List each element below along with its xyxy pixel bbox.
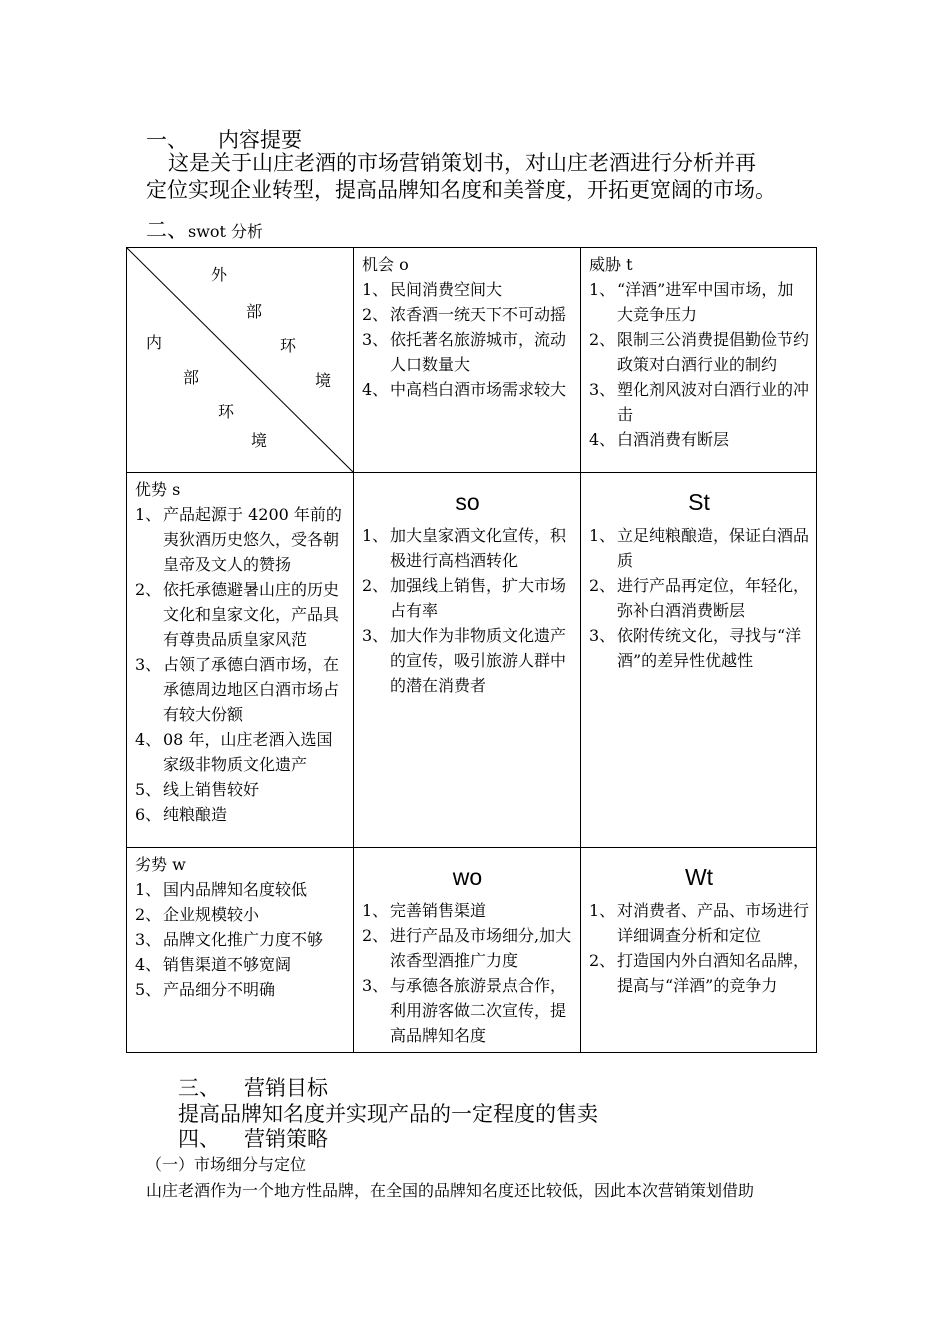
list-item-number: 3、 (135, 655, 162, 674)
threat-cell (581, 248, 817, 473)
list-item (362, 377, 573, 402)
list-item-number: 1、 (135, 505, 162, 524)
outer-label-char: 境 (315, 371, 332, 390)
list-item (135, 952, 346, 977)
list-item-number: 2、 (135, 580, 162, 599)
wt-cell (581, 848, 817, 1053)
list-item-text: “洋酒”进军中国市场，加大竞争压力 (617, 280, 794, 324)
list-item (135, 777, 346, 802)
list-item (589, 948, 809, 998)
list-item (135, 652, 346, 727)
list-item-number: 2、 (362, 305, 389, 324)
list-item-number: 3、 (589, 626, 616, 645)
list-item-text: 依托承德避暑山庄的历史文化和皇家文化，产品具有尊贵品质皇家风范 (163, 580, 340, 649)
list-item-text: 加大皇家酒文化宣传，积极进行高档酒转化 (390, 526, 567, 570)
list-item (135, 727, 346, 777)
list-item-number: 5、 (135, 780, 162, 799)
list-item-number: 3、 (362, 976, 389, 995)
list-item-text: 白酒消费有断层 (617, 430, 730, 449)
list-item-number: 4、 (135, 730, 162, 749)
list-item (135, 927, 346, 952)
list-item-text: 依附传统文化，寻找与“洋酒”的差异性优越性 (617, 626, 802, 670)
list-item-text: 品牌文化推广力度不够 (163, 930, 324, 949)
inner-label-char: 环 (218, 402, 235, 421)
list-item-text: 08 年，山庄老酒入选国家级非物质文化遗产 (163, 730, 333, 774)
list-item-text: 浓香酒一统天下不可动摇 (390, 305, 567, 324)
weakness-header: 劣势 w (135, 855, 186, 874)
list-item-number: 3、 (362, 626, 389, 645)
strength-header: 优势 s (135, 480, 181, 499)
wt-list (589, 898, 809, 998)
so-header: so (455, 489, 480, 515)
list-item (362, 277, 573, 302)
goal-text: 提高品牌知名度并实现产品的一定程度的售卖 (178, 1102, 598, 1126)
section-title: swot 分析 (188, 222, 264, 241)
wo-cell (354, 848, 581, 1053)
list-item-number: 2、 (589, 330, 616, 349)
list-item-number: 3、 (135, 930, 162, 949)
intro-line-2: 定位实现企业转型，提高品牌知名度和美誉度，开拓更宽阔的市场。 (146, 178, 776, 202)
list-item (362, 623, 573, 698)
list-item (362, 898, 573, 923)
list-item (589, 898, 809, 948)
subsection-heading: （一）市场细分与定位 (146, 1155, 307, 1174)
list-item-text: 占领了承德白酒市场，在承德周边地区白酒市场占有较大份额 (163, 655, 340, 724)
section-number: 四、 (178, 1127, 220, 1151)
so-list (362, 523, 573, 698)
weakness-list (135, 877, 346, 1002)
list-item (362, 973, 573, 1048)
opportunity-header: 机会 o (362, 255, 409, 274)
threat-list (589, 277, 809, 452)
outer-label-char: 环 (280, 336, 297, 355)
list-item-text: 国内品牌知名度较低 (163, 880, 308, 899)
inner-label-char: 内 (146, 333, 163, 352)
list-item-text: 中高档白酒市场需求较大 (390, 380, 567, 399)
wo-header: wo (452, 864, 483, 890)
list-item-number: 4、 (362, 380, 389, 399)
list-item (589, 277, 809, 327)
strength-cell (127, 473, 354, 848)
list-item-number: 5、 (135, 980, 162, 999)
list-item (135, 877, 346, 902)
list-item-text: 企业规模较小 (163, 905, 260, 924)
list-item-text: 进行产品再定位，年轻化，弥补白酒消费断层 (617, 576, 810, 620)
list-item-number: 2、 (589, 576, 616, 595)
list-item-text: 限制三公消费提倡勤俭节约政策对白酒行业的制约 (617, 330, 810, 374)
list-item-number: 1、 (362, 901, 389, 920)
list-item (135, 502, 346, 577)
st-cell (581, 473, 817, 848)
weakness-cell (127, 848, 354, 1053)
list-item-text: 产品细分不明确 (163, 980, 276, 999)
wo-list (362, 898, 573, 1048)
diagonal-line (127, 248, 354, 473)
list-item-text: 依托著名旅游城市，流动人口数量大 (390, 330, 567, 374)
section-title: 营销策略 (244, 1127, 328, 1151)
outer-label-char: 外 (211, 265, 228, 284)
list-item (589, 427, 809, 452)
section-title: 营销目标 (244, 1076, 328, 1100)
section-number: 二、 (146, 218, 188, 242)
list-item-text: 加大作为非物质文化遗产的宣传，吸引旅游人群中的潜在消费者 (390, 626, 567, 695)
list-item (589, 327, 809, 377)
list-item-text: 销售渠道不够宽阔 (163, 955, 292, 974)
list-item-number: 2、 (362, 576, 389, 595)
so-cell (354, 473, 581, 848)
st-header: St (688, 489, 710, 515)
list-item-number: 1、 (589, 280, 616, 299)
threat-header: 威胁 t (589, 255, 633, 274)
list-item-text: 进行产品及市场细分,加大浓香型酒推广力度 (390, 926, 572, 970)
list-item-text: 产品起源于 4200 年前的夷狄酒历史悠久，受各朝皇帝及文人的赞扬 (163, 505, 342, 574)
list-item-number: 1、 (135, 880, 162, 899)
list-item-text: 纯粮酿造 (163, 805, 228, 824)
inner-label-char: 部 (183, 368, 200, 387)
list-item-text: 打造国内外白酒知名品牌，提高与“洋酒”的竞争力 (617, 951, 810, 995)
st-list (589, 523, 809, 673)
opportunity-cell (354, 248, 581, 473)
list-item (135, 902, 346, 927)
list-item-number: 2、 (135, 905, 162, 924)
section-heading (178, 1123, 328, 1153)
list-item (362, 573, 573, 623)
body-paragraph: 山庄老酒作为一个地方性品牌，在全国的品牌知名度还比较低，因此本次营销策划借助 (146, 1181, 755, 1200)
list-item-number: 4、 (135, 955, 162, 974)
list-item-number: 2、 (362, 926, 389, 945)
list-item (589, 377, 809, 427)
list-item-text: 与承德各旅游景点合作，利用游客做二次宣传，提高品牌知名度 (390, 976, 567, 1045)
list-item-number: 4、 (589, 430, 616, 449)
list-item-text: 对消费者、产品、市场进行详细调查分析和定位 (617, 901, 810, 945)
list-item (589, 573, 809, 623)
list-item-number: 1、 (362, 280, 389, 299)
list-item-number: 1、 (362, 526, 389, 545)
list-item (362, 327, 573, 377)
strength-list (135, 502, 346, 827)
list-item-text: 民间消费空间大 (390, 280, 503, 299)
section-number: 三、 (178, 1076, 220, 1100)
inner-label-char: 境 (251, 431, 268, 450)
list-item-number: 1、 (589, 901, 616, 920)
list-item (589, 623, 809, 673)
list-item-text: 完善销售渠道 (390, 901, 487, 920)
section-number: 一、 (146, 128, 188, 152)
corner-diagonal-cell (127, 248, 354, 473)
list-item (362, 923, 573, 973)
list-item-number: 1、 (589, 526, 616, 545)
list-item (589, 523, 809, 573)
list-item (362, 523, 573, 573)
list-item-number: 3、 (362, 330, 389, 349)
list-item-number: 2、 (589, 951, 616, 970)
list-item-text: 加强线上销售，扩大市场占有率 (390, 576, 567, 620)
opportunity-list (362, 277, 573, 402)
swot-table (126, 247, 817, 1053)
list-item-number: 6、 (135, 805, 162, 824)
list-item (135, 802, 346, 827)
section-heading (146, 214, 263, 244)
list-item-text: 立足纯粮酿造，保证白酒品质 (617, 526, 810, 570)
section-title: 内容提要 (218, 128, 302, 152)
list-item-text: 塑化剂风波对白酒行业的冲击 (617, 380, 810, 424)
list-item (135, 977, 346, 1002)
list-item-text: 线上销售较好 (163, 780, 260, 799)
list-item (135, 577, 346, 652)
list-item (362, 302, 573, 327)
intro-line-1: 这是关于山庄老酒的市场营销策划书，对山庄老酒进行分析并再 (168, 151, 756, 175)
outer-label-char: 部 (246, 302, 263, 321)
wt-header: Wt (684, 864, 714, 890)
list-item-number: 3、 (589, 380, 616, 399)
